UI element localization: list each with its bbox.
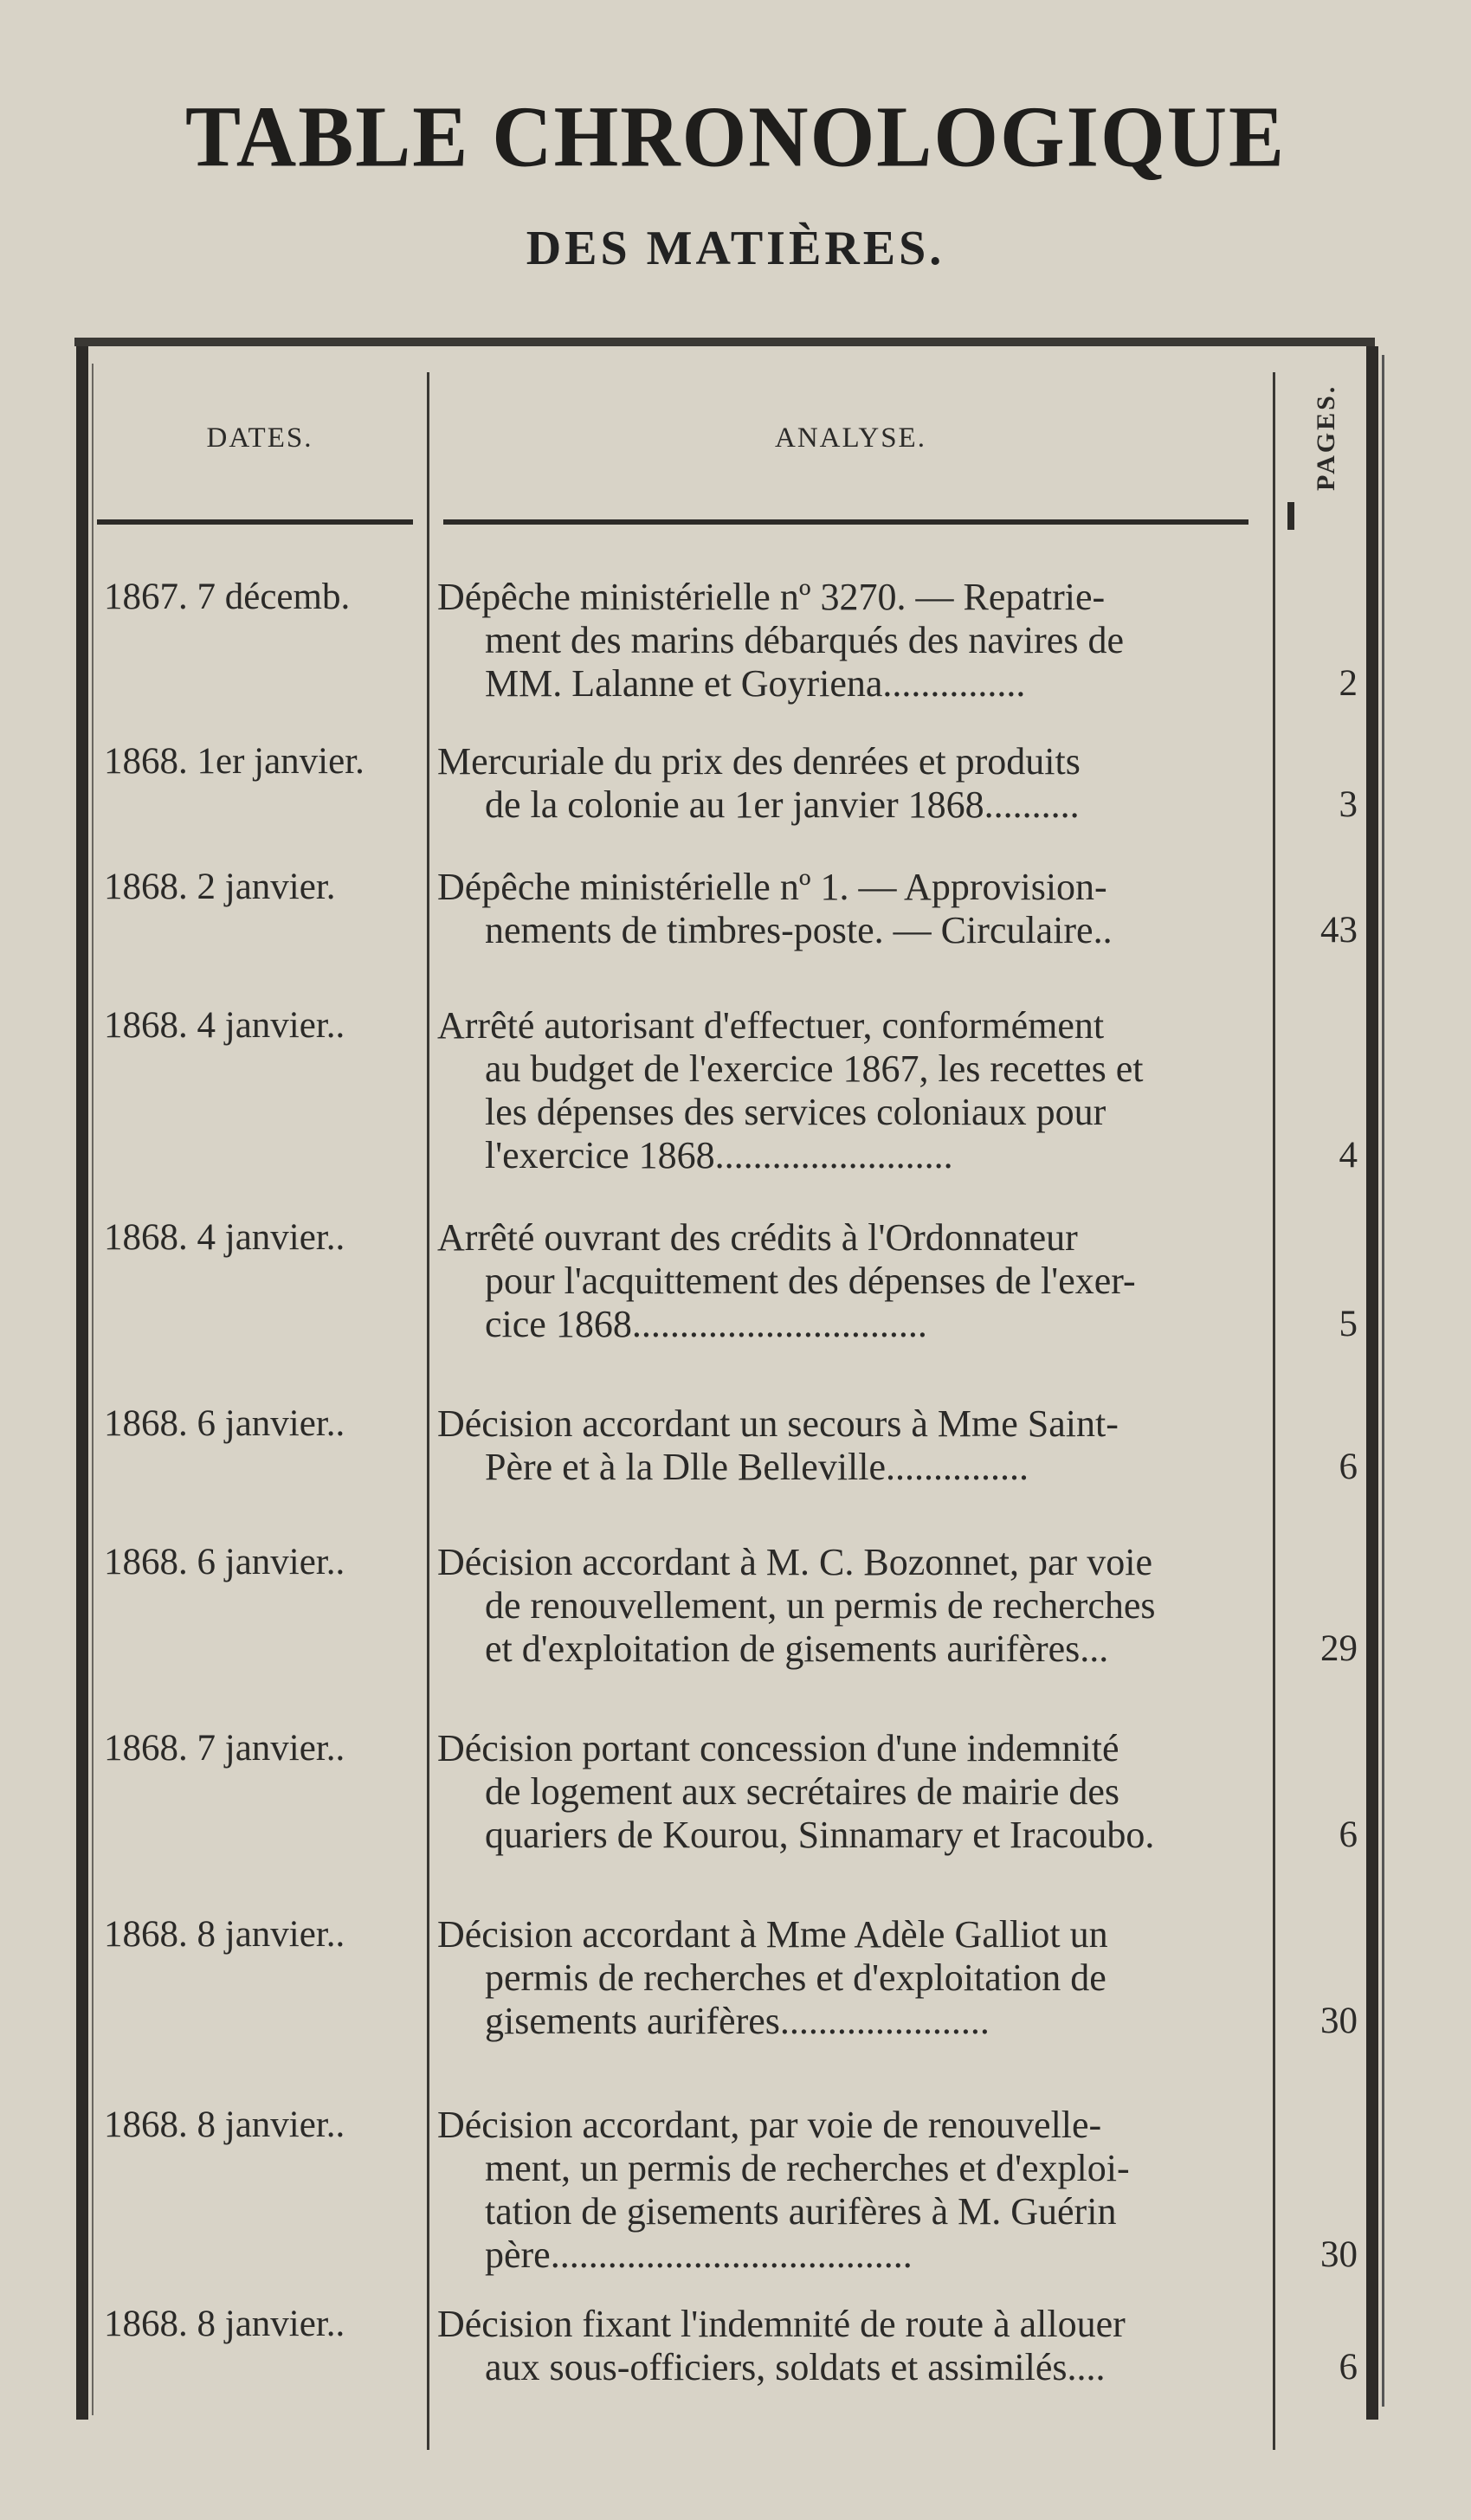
- entry-date: 1868. 4 janvier..: [104, 1217, 345, 1258]
- pages-header-mark: [1287, 502, 1294, 530]
- entry-analyse-line: de renouvellement, un permis de recherches: [485, 1584, 1156, 1627]
- entry-date: 1868. 6 janvier..: [104, 1542, 345, 1582]
- entry-page-number: 5: [1339, 1304, 1358, 1344]
- page-subtitle: DES MATIÈRES.: [526, 222, 945, 275]
- entry-analyse-line: Dépêche ministérielle nº 1. — Approvision-: [437, 866, 1107, 908]
- entry-analyse-line: de logement aux secrétaires de mairie des: [485, 1770, 1120, 1813]
- entry-analyse-line: père......................................: [485, 2233, 913, 2276]
- entry-page-number: 6: [1339, 1814, 1358, 1855]
- entry-analyse-line: gisements aurifères......................: [485, 2000, 990, 2042]
- entry-page-number: 43: [1320, 910, 1358, 951]
- entry-date: 1868. 1er janvier.: [104, 741, 365, 782]
- entry-analyse-line: Arrêté ouvrant des crédits à l'Ordonnateur: [437, 1216, 1078, 1259]
- entry-date: 1868. 7 janvier..: [104, 1728, 345, 1769]
- entry-analyse-line: Dépêche ministérielle nº 3270. — Repatrie-: [437, 576, 1106, 618]
- entry-analyse: [437, 1727, 1260, 1857]
- entry-analyse-line: Décision accordant à M. C. Bozonnet, par voie: [437, 1541, 1152, 1583]
- entry-analyse-line: Décision accordant à Mme Adèle Galliot un: [437, 1913, 1108, 1956]
- entry-analyse: [437, 2303, 1260, 2389]
- pages-column-header: PAGES.: [1312, 383, 1340, 491]
- entry-analyse-line: de la colonie au 1er janvier 1868..........: [485, 783, 1080, 826]
- entry-analyse: [437, 1913, 1260, 2043]
- entry-page-number: 3: [1339, 784, 1358, 825]
- entry-analyse: [437, 1216, 1260, 1346]
- entry-analyse: [437, 2104, 1260, 2277]
- entry-analyse-line: MM. Lalanne et Goyriena...............: [485, 662, 1026, 705]
- entry-analyse-line: l'exercice 1868.........................: [485, 1134, 953, 1176]
- entry-date: 1868. 8 janvier..: [104, 2304, 345, 2344]
- entry-page-number: 29: [1320, 1628, 1358, 1669]
- analyse-header-rule: [443, 519, 1248, 525]
- entry-date: 1868. 2 janvier.: [104, 867, 336, 907]
- entry-analyse: [437, 1004, 1260, 1177]
- entry-page-number: 4: [1339, 1135, 1358, 1176]
- entry-analyse-line: Mercuriale du prix des denrées et produits: [437, 740, 1081, 783]
- entry-analyse-line: Décision accordant, par voie de renouvelle-: [437, 2104, 1102, 2146]
- entry-analyse-line: les dépenses des services coloniaux pour: [485, 1091, 1106, 1133]
- entry-analyse: [437, 1402, 1260, 1489]
- entry-page-number: 30: [1320, 2001, 1358, 2041]
- analyse-column-header: ANALYSE.: [775, 422, 926, 454]
- table-right-border: [1366, 346, 1378, 2420]
- entry-analyse-line: Décision fixant l'indemnité de route à allouer: [437, 2303, 1126, 2345]
- entry-date: 1868. 8 janvier..: [104, 2104, 345, 2145]
- entry-analyse-line: et d'exploitation de gisements aurifères...: [485, 1627, 1109, 1670]
- entry-analyse-line: Arrêté autorisant d'effectuer, conformément: [437, 1004, 1105, 1047]
- entry-analyse-line: cice 1868...............................: [485, 1303, 927, 1345]
- entry-analyse-line: au budget de l'exercice 1867, les recettes et: [485, 1047, 1144, 1090]
- entry-date: 1868. 4 janvier..: [104, 1005, 345, 1046]
- entry-page-number: 6: [1339, 1447, 1358, 1487]
- entry-analyse-line: Décision accordant un secours à Mme Saint-: [437, 1402, 1119, 1445]
- dates-column-header: DATES.: [206, 422, 313, 454]
- table-right-inner-rule: [1382, 355, 1384, 2407]
- entry-analyse-line: tation de gisements aurifères à M. Guérin: [485, 2190, 1117, 2233]
- entry-analyse-line: pour l'acquittement des dépenses de l'exer-: [485, 1260, 1136, 1302]
- table-top-border: [74, 338, 1375, 346]
- dates-header-rule: [97, 519, 413, 525]
- entry-analyse: [437, 740, 1260, 827]
- table-left-border: [76, 346, 88, 2420]
- entry-analyse-line: permis de recherches et d'exploitation de: [485, 1956, 1106, 1999]
- entry-analyse: [437, 1541, 1260, 1671]
- pages-column-separator: [1273, 372, 1275, 2450]
- entry-analyse-line: ment, un permis de recherches et d'exploi-: [485, 2147, 1130, 2189]
- entry-date: 1867. 7 décemb.: [104, 577, 351, 617]
- entry-page-number: 6: [1339, 2347, 1358, 2388]
- entry-analyse-line: quariers de Kourou, Sinnamary et Iracoubo.: [485, 1814, 1155, 1856]
- entry-date: 1868. 6 janvier..: [104, 1403, 345, 1444]
- table-left-inner-rule: [92, 364, 94, 2415]
- entry-analyse: [437, 576, 1260, 706]
- entry-analyse-line: ment des marins débarqués des navires de: [485, 619, 1124, 661]
- entry-analyse: [437, 866, 1260, 952]
- entry-analyse-line: Père et à la Dlle Belleville...............: [485, 1446, 1029, 1488]
- entry-date: 1868. 8 janvier..: [104, 1914, 345, 1955]
- entry-analyse-line: aux sous-officiers, soldats et assimilés....: [485, 2346, 1106, 2388]
- page-title: TABLE CHRONOLOGIQUE: [184, 87, 1287, 185]
- entry-analyse-line: nements de timbres-poste. — Circulaire..: [485, 909, 1113, 951]
- entry-page-number: 30: [1320, 2234, 1358, 2275]
- entry-page-number: 2: [1339, 663, 1358, 704]
- entry-analyse-line: Décision portant concession d'une indemnité: [437, 1727, 1119, 1769]
